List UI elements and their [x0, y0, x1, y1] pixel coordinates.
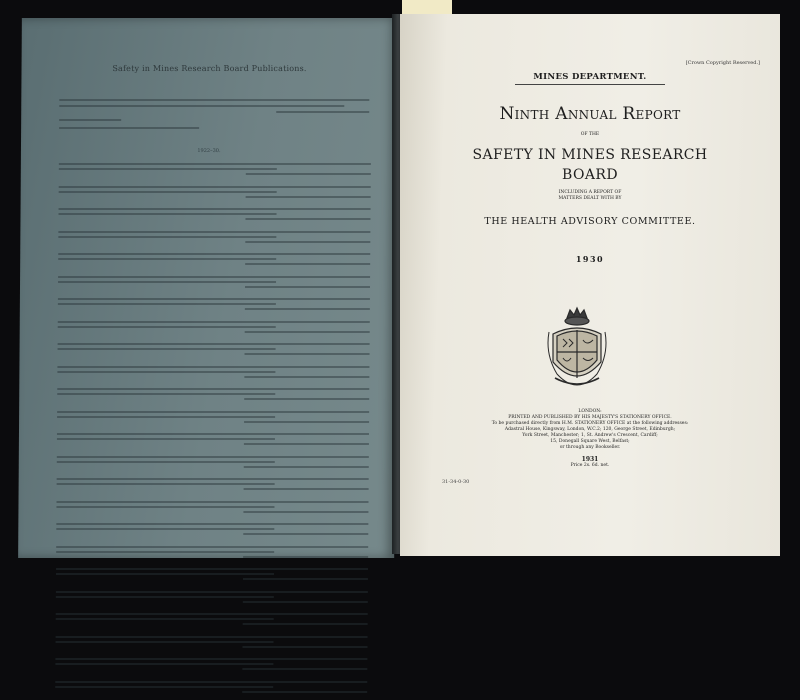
- publication-year: 1931: [400, 457, 780, 463]
- report-title: Ninth Annual Report: [400, 104, 780, 124]
- publication-entry: [56, 591, 368, 611]
- publication-entry: [56, 613, 368, 633]
- department-heading: MINES DEPARTMENT.: [400, 72, 780, 82]
- publications-list: [55, 160, 371, 700]
- publication-entry: [58, 231, 370, 251]
- of-the-label: OF THE: [400, 132, 780, 137]
- publication-entry: [55, 681, 367, 700]
- title-page: [400, 14, 780, 556]
- price: Price 2s. 6d. net.: [400, 463, 780, 469]
- board-name-line1: SAFETY IN MINES RESEARCH: [400, 147, 780, 163]
- publication-entry: [58, 321, 370, 341]
- publication-entry: [57, 388, 369, 408]
- subtitle: [400, 190, 780, 202]
- publication-entry: [56, 568, 368, 588]
- board-name-line2: BOARD: [400, 167, 780, 183]
- publication-entry: [56, 501, 368, 521]
- publication-entry: [58, 298, 370, 318]
- publications-list-title: Safety in Mines Research Board Publications.: [22, 64, 398, 73]
- imprint-purchase-line4: 15, Donegall Square West, Belfast;: [400, 439, 780, 445]
- publication-entry: [57, 478, 369, 498]
- publication-entry: [56, 546, 368, 566]
- publication-entry: [58, 253, 370, 273]
- publication-entry: [59, 163, 371, 183]
- publication-entry: [55, 658, 367, 678]
- back-cover-page: [18, 18, 398, 558]
- publication-entry: [58, 276, 370, 296]
- committee-name: THE HEALTH ADVISORY COMMITTEE.: [400, 216, 780, 227]
- crown-copyright-notice: [Crown Copyright Reserved.]: [686, 60, 760, 66]
- royal-coat-of-arms-icon: [543, 304, 611, 392]
- publication-entry: [58, 208, 370, 228]
- publications-year-range: 1922–30.: [21, 148, 397, 154]
- department-rule: [515, 84, 665, 85]
- imprint-block: [400, 409, 780, 469]
- publication-entry: [57, 411, 369, 431]
- imprint-purchase-line3: York Street, Manchester; 1, St. Andrew's Crescent, Cardiff;: [400, 433, 780, 439]
- publication-entry: [56, 523, 368, 543]
- subtitle-line1: INCLUDING A REPORT OF: [400, 190, 780, 196]
- catalog-code: 31-34-0-30: [442, 479, 469, 485]
- publication-entry: [57, 433, 369, 453]
- publications-intro: [59, 96, 369, 129]
- imprint-purchase-line5: or through any Bookseller.: [400, 445, 780, 451]
- report-year: 1930: [400, 254, 780, 264]
- imprint-purchase-line2: Adastral House, Kingsway, London, W.C.2; 120, George Street, Edinburgh;: [400, 427, 780, 433]
- publication-entry: [55, 636, 367, 656]
- publication-entry: [57, 456, 369, 476]
- imprint-city: LONDON:: [400, 409, 780, 415]
- publication-entry: [57, 343, 369, 363]
- imprint-printer: PRINTED AND PUBLISHED BY HIS MAJESTY'S STATIONERY OFFICE.: [400, 415, 780, 421]
- subtitle-line2: MATTERS DEALT WITH BY: [400, 196, 780, 202]
- publication-entry: [59, 186, 371, 206]
- publication-entry: [57, 366, 369, 386]
- imprint-purchase-line1: To be purchased directly from H.M. STATIONERY OFFICE at the following addresses:: [400, 421, 780, 427]
